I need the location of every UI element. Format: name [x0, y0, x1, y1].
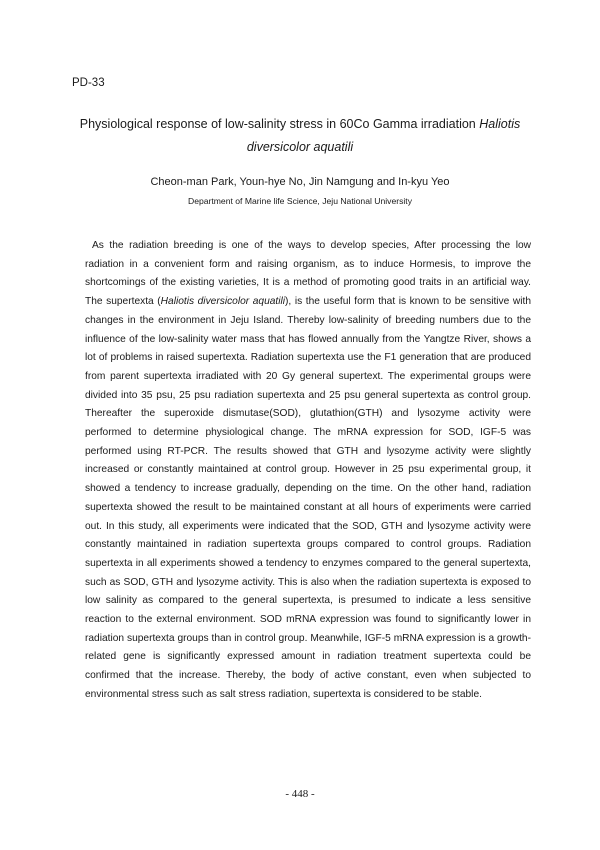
authors: Cheon-man Park, Youn-hye No, Jin Namgung and In-kyu Yeo: [150, 176, 450, 188]
abstract-text-part1: As the radiation breeding is one of the ways to develop species, After processing the low radiation in a convenient form and raising organism, as to induce Hormesis, to improve the shortcomings of the existing varieties, It is a method of promoting good traits in an artificial way. The supertexta (: [85, 240, 531, 308]
title-species: diversicolor aquatili: [246, 140, 354, 154]
paper-title: [60, 113, 540, 159]
abstract-species-name: Haliotis diversicolor aquatili: [160, 296, 286, 308]
abstract-text-part2: ), is the useful form that is known to be sensitive with changes in the environment in Jeju Island. Thereby low-salinity of breeding numbers due to the influence of the low-salinity water mass that has flowed annually from the Yangtze River, shows a lot of problems in raised supertexta. Radiation supertexta use the F1 generation that are produced from parent supertexta irradiated with 20 Gy general supertext. The experimental groups were divided into 35 psu, 25 psu radiation supertexta and 25 psu general supertexta as control group. Thereafter the superoxide dismutase(SOD), glutathion(GTH) and lysozyme activity were performed to determine physiological change. The mRNA expression for SOD, IGF-5 was performed using RT-PCR. The results showed that GTH and lysozyme activity were slightly increased or constantly maintained at control group. However in 25 psu experimental group, it showed a tendency to increase gradually, depending on the time. On the other hand, radiation supertexta showed the result to be maintained constant at all hours of experiments were carried out. In this study, all experiments were indicated that the SOD, GTH and lysozyme activity were constantly maintained in radiation supertexta groups compared to control groups. Radiation supertexta in all experiments showed a tendency to enzymes compared to the general supertexta, such as SOD, GTH and lysozyme activity. This is also when the radiation supertexta is exposed to low salinity as compared to the general supertexta, is presumed to indicate a less sensitive reaction to the external environment. SOD mRNA expression was found to significantly lower in radiation supertexta groups than in control group. Meanwhile, IGF-5 mRNA expression is a growth-related gene is significantly expressed amount in radiation treatment supertexta could be confirmed that the increase. Thereby, the body of active constant, even when subjected to environmental stress such as salt stress radiation, supertexta is considered to be stable.: [85, 296, 531, 700]
page-id: PD-33: [72, 77, 105, 89]
title-text: Physiological response of low-salinity stress in 60Co Gamma irradiation: [79, 117, 480, 131]
affiliation: Department of Marine life Science, Jeju National University: [187, 196, 412, 206]
abstract-body: [85, 237, 531, 705]
page-number: - 448 -: [285, 788, 315, 800]
title-genus: Haliotis: [479, 117, 521, 131]
